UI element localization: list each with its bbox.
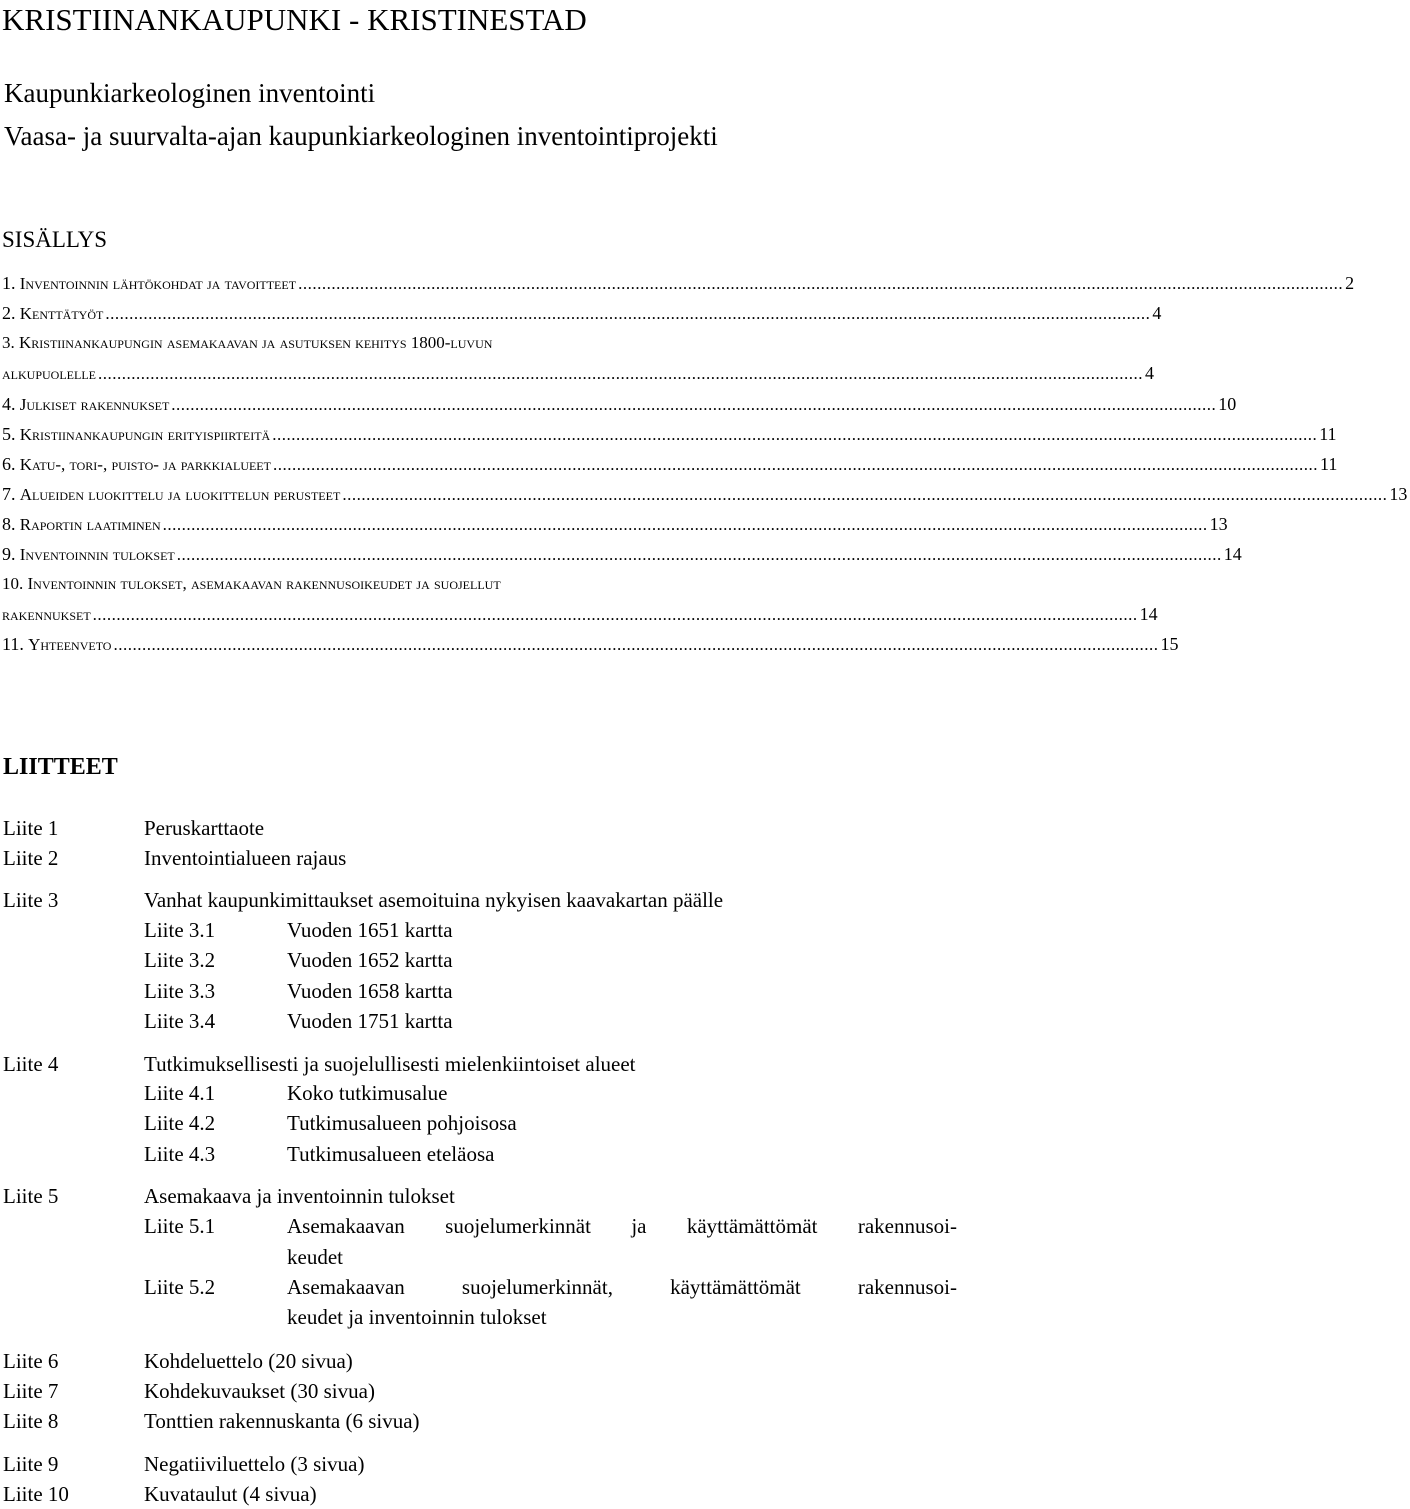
- toc-entry-number: 8.: [2, 514, 16, 534]
- toc-entry-label: Julkiset rakennukset: [19, 395, 170, 414]
- attachment-title: Asemakaava ja inventoinnin tulokset: [144, 1184, 455, 1208]
- toc-leader-dots: ............................................................................................................................................................................................................................: [92, 605, 1138, 624]
- toc-page-number: 4: [1152, 303, 1162, 323]
- toc-entry-label: Katu-, tori-, puisto- ja parkkialueet: [19, 455, 271, 474]
- toc-page-number: 14: [1139, 604, 1158, 624]
- toc-entry-label: Alueiden luokittelu ja luokittelun perusteet: [19, 485, 341, 504]
- attachment-title: Kuvataulut (4 sivua): [144, 1482, 317, 1506]
- sub-attachment-id: Liite 4.3: [144, 1142, 216, 1166]
- toc-page-number: 13: [1209, 514, 1228, 534]
- sub-attachment-title-continued: keudet: [287, 1245, 343, 1269]
- toc-page-number: 15: [1160, 634, 1179, 654]
- toc-heading: SISÄLLYS: [2, 227, 108, 252]
- toc-entry-number: 1.: [2, 273, 16, 293]
- toc-entry-label: rakennukset: [2, 605, 91, 624]
- sub-attachment-id: Liite 5.1: [144, 1214, 216, 1238]
- sub-attachment-id: Liite 4.1: [144, 1081, 216, 1105]
- sub-attachment-id: Liite 3.4: [144, 1009, 216, 1033]
- attachments-heading: LIITTEET: [3, 754, 118, 780]
- attachment-title: Kohdekuvaukset (30 sivua): [144, 1379, 375, 1403]
- toc-entry[interactable]: [2, 483, 1408, 506]
- attachment-id: Liite 2: [3, 846, 59, 870]
- attachment-title: Tonttien rakennuskanta (6 sivua): [144, 1409, 420, 1433]
- toc-entry-label: Raportin laatiminen: [19, 515, 161, 534]
- attachment-id: Liite 10: [3, 1482, 69, 1506]
- toc-page-number: 10: [1218, 394, 1237, 414]
- attachment-id: Liite 1: [3, 816, 59, 840]
- toc-entry-number: 10.: [2, 574, 24, 593]
- toc-leader-dots: ............................................................................................................................................................................................................................: [342, 485, 1388, 504]
- toc-entry-number: 6.: [2, 454, 16, 474]
- sub-attachment-title-continued: keudet ja inventoinnin tulokset: [287, 1305, 547, 1329]
- attachment-id: Liite 6: [3, 1349, 59, 1373]
- sub-attachment-title: Vuoden 1751 kartta: [287, 1009, 453, 1033]
- sub-attachment-id: Liite 3.1: [144, 918, 216, 942]
- sub-attachment-id: Liite 5.2: [144, 1275, 216, 1299]
- attachment-id: Liite 8: [3, 1409, 59, 1433]
- sub-attachment-title: Tutkimusalueen pohjoisosa: [287, 1111, 517, 1135]
- toc-page-number: 11: [1319, 424, 1337, 444]
- toc-entry[interactable]: [2, 272, 1355, 295]
- toc-page-number: 13: [1389, 484, 1408, 504]
- attachment-title: Peruskarttaote: [144, 816, 265, 840]
- document-subtitle: Kaupunkiarkeologinen inventointi: [4, 78, 376, 108]
- toc-entry-number: 11.: [2, 634, 24, 654]
- sub-attachment-title: Vuoden 1658 kartta: [287, 979, 453, 1003]
- toc-entry-label: Inventoinnin lähtökohdat ja tavoitteet: [19, 274, 297, 293]
- sub-attachment-id: Liite 3.3: [144, 979, 216, 1003]
- toc-entry[interactable]: [2, 393, 1237, 416]
- document-title: KRISTIINANKAUPUNKI - KRISTINESTAD: [2, 2, 587, 37]
- attachment-title: Kohdeluettelo (20 sivua): [144, 1349, 353, 1373]
- sub-attachment-id: Liite 4.2: [144, 1111, 216, 1135]
- toc-entry-number: 4.: [2, 394, 16, 414]
- sub-attachment-id: Liite 3.2: [144, 948, 216, 972]
- toc-entry[interactable]: [2, 513, 1228, 536]
- attachment-title: Inventointialueen rajaus: [144, 846, 347, 870]
- attachment-id: Liite 3: [3, 888, 59, 912]
- toc-entry[interactable]: [2, 573, 501, 595]
- toc-entry[interactable]: [2, 423, 1337, 446]
- project-name: Vaasa- ja suurvalta-ajan kaupunkiarkeologinen inventointiprojekti: [4, 121, 718, 151]
- toc-leader-dots: ............................................................................................................................................................................................................................: [171, 395, 1217, 414]
- toc-leader-dots: ............................................................................................................................................................................................................................: [272, 455, 1318, 474]
- toc-entry-number: 2.: [2, 303, 16, 323]
- sub-attachment-title: Asemakaavan suojelumerkinnät, käyttämättömät rakennusoi-: [287, 1275, 957, 1299]
- toc-entry-continuation[interactable]: [2, 362, 1154, 385]
- toc-entry-label: Inventoinnin tulokset, asemakaavan rakennusoikeudet ja suojellut: [27, 574, 501, 593]
- toc-entry-label: alkupuolelle: [2, 364, 96, 383]
- toc-entry[interactable]: [2, 453, 1338, 476]
- toc-entry-label: Inventoinnin tulokset: [19, 545, 175, 564]
- sub-attachment-title: Vuoden 1652 kartta: [287, 948, 453, 972]
- attachment-title: Vanhat kaupunkimittaukset asemoituina nykyisen kaavakartan päälle: [144, 888, 724, 912]
- toc-leader-dots: ............................................................................................................................................................................................................................: [162, 515, 1208, 534]
- toc-entry[interactable]: [2, 302, 1162, 325]
- attachment-id: Liite 7: [3, 1379, 59, 1403]
- attachment-id: Liite 4: [3, 1052, 59, 1076]
- toc-entry[interactable]: [2, 332, 492, 354]
- toc-entry-continuation[interactable]: [2, 603, 1158, 626]
- sub-attachment-title: Asemakaavan suojelumerkinnät ja käyttämättömät rakennusoi-: [287, 1214, 957, 1238]
- attachment-title: Negatiiviluettelo (3 sivua): [144, 1452, 365, 1476]
- toc-entry-number: 9.: [2, 544, 16, 564]
- toc-page-number: 14: [1223, 544, 1242, 564]
- attachment-id: Liite 5: [3, 1184, 59, 1208]
- toc-page-number: 4: [1144, 363, 1154, 383]
- sub-attachment-title: Tutkimusalueen eteläosa: [287, 1142, 495, 1166]
- toc-leader-dots: ............................................................................................................................................................................................................................: [97, 364, 1143, 383]
- toc-entry[interactable]: [2, 633, 1179, 656]
- toc-leader-dots: ............................................................................................................................................................................................................................: [272, 425, 1318, 444]
- toc-entry-number: 3.: [2, 333, 15, 352]
- toc-entry-label: Kristiinankaupungin erityispiirteitä: [19, 425, 271, 444]
- sub-attachment-title: Vuoden 1651 kartta: [287, 918, 453, 942]
- toc-entry-number: 7.: [2, 484, 16, 504]
- sub-attachment-title: Koko tutkimusalue: [287, 1081, 448, 1105]
- toc-entry-label: Yhteenveto: [28, 635, 112, 654]
- toc-page-number: 11: [1319, 454, 1338, 474]
- toc-leader-dots: ............................................................................................................................................................................................................................: [113, 635, 1159, 654]
- toc-leader-dots: ............................................................................................................................................................................................................................: [105, 304, 1151, 323]
- toc-leader-dots: ............................................................................................................................................................................................................................: [298, 274, 1344, 293]
- toc-leader-dots: ............................................................................................................................................................................................................................: [176, 545, 1222, 564]
- toc-page-number: 2: [1345, 273, 1355, 293]
- toc-entry-label: Kristiinankaupungin asemakaavan ja asutuksen kehitys 1800-luvun: [19, 333, 493, 352]
- toc-entry-number: 5.: [2, 424, 16, 444]
- toc-entry-label: Kenttätyöt: [19, 304, 104, 323]
- attachment-title: Tutkimuksellisesti ja suojelullisesti mielenkiintoiset alueet: [144, 1052, 636, 1076]
- toc-entry[interactable]: [2, 543, 1242, 566]
- attachment-id: Liite 9: [3, 1452, 59, 1476]
